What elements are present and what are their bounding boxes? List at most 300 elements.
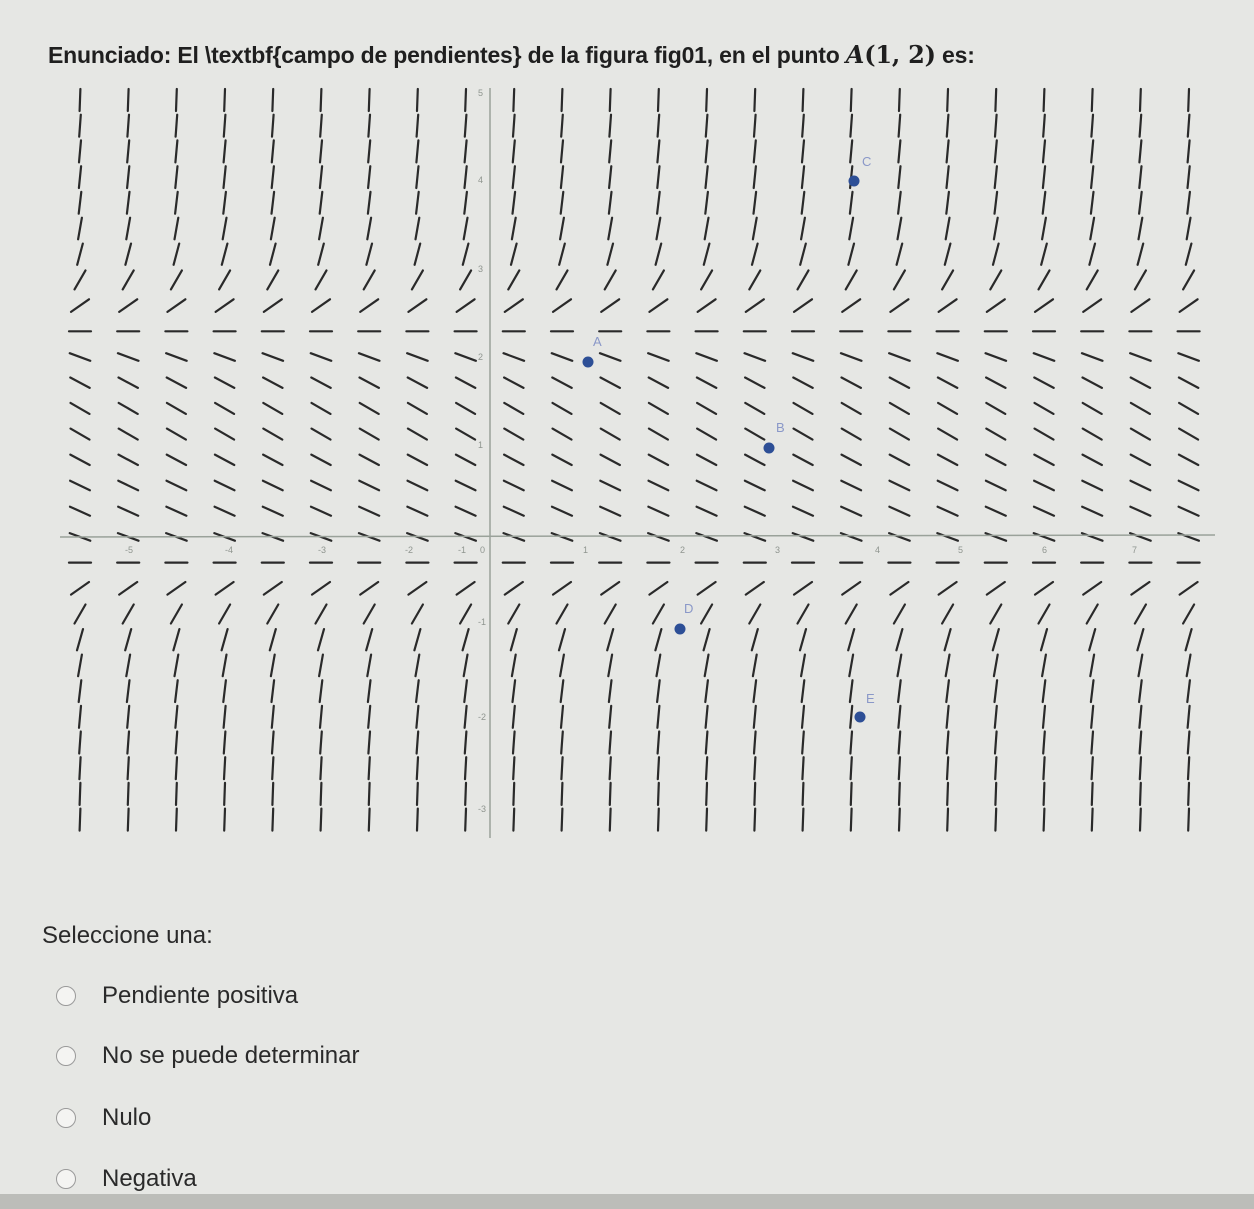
slope-segment <box>1083 299 1101 312</box>
slope-segment <box>793 507 813 516</box>
slope-segment <box>697 429 716 440</box>
slope-segment <box>1041 244 1047 265</box>
slope-segment <box>321 89 322 111</box>
x-tick-label: 3 <box>775 545 781 555</box>
slope-segment <box>802 680 805 702</box>
radio-button[interactable] <box>56 986 76 1006</box>
slope-segment <box>990 270 1001 289</box>
slope-segment <box>319 655 323 677</box>
slope-segment <box>1035 582 1053 595</box>
slope-segment <box>850 115 852 137</box>
slope-segment <box>746 299 764 312</box>
slope-segment <box>368 706 370 728</box>
slope-segment <box>648 353 669 361</box>
slope-segment <box>562 783 563 805</box>
radio-button[interactable] <box>56 1108 76 1128</box>
slope-segment <box>706 166 708 188</box>
slope-segment <box>1039 605 1050 624</box>
slope-segment <box>850 732 852 754</box>
slope-segment <box>890 582 908 595</box>
option-negativa[interactable] <box>56 1165 197 1193</box>
slope-segment <box>754 706 756 728</box>
slope-segment <box>745 481 765 491</box>
slope-segment <box>552 378 571 388</box>
slope-segment <box>1130 533 1151 541</box>
slope-segment <box>513 192 516 214</box>
slope-segment <box>271 218 275 240</box>
slope-segment <box>649 481 669 491</box>
slope-segment <box>167 429 186 440</box>
x-tick-label: 5 <box>958 545 964 555</box>
point-label-c: C <box>862 154 872 169</box>
slope-segment <box>320 732 322 754</box>
slope-segment <box>1090 218 1094 240</box>
slope-segment <box>123 605 134 624</box>
slope-segment <box>754 89 755 111</box>
slope-segment <box>513 89 514 111</box>
slope-segment <box>898 166 900 188</box>
slope-segment <box>416 192 419 214</box>
slope-segment <box>850 706 852 728</box>
slope-segment <box>848 244 854 265</box>
slope-segment <box>272 89 273 111</box>
slope-segment <box>993 629 999 650</box>
slope-segment <box>80 783 81 805</box>
slope-segment <box>1180 299 1198 312</box>
slope-segment <box>175 166 177 188</box>
slope-segment <box>77 629 83 650</box>
slope-segment <box>803 89 804 111</box>
slope-segment <box>127 706 129 728</box>
point-d <box>675 624 686 635</box>
slope-segment <box>417 732 419 754</box>
slope-segment <box>408 403 427 414</box>
slope-segment <box>802 757 803 779</box>
slope-segment <box>465 757 466 779</box>
slope-segment <box>175 655 179 677</box>
slope-segment <box>119 455 138 465</box>
slope-segment <box>119 378 138 388</box>
slope-segment <box>1188 706 1190 728</box>
point-label-a: A <box>593 334 602 349</box>
slope-segment <box>264 582 282 595</box>
slope-segment <box>79 706 81 728</box>
slope-segment <box>79 757 80 779</box>
slope-segment <box>1130 353 1151 361</box>
slope-segment <box>176 809 177 831</box>
slope-segment <box>851 809 852 831</box>
slope-segment <box>1188 757 1189 779</box>
slope-segment <box>320 140 322 162</box>
slope-segment <box>986 481 1006 491</box>
slope-segment <box>214 353 235 361</box>
slope-segment <box>656 244 662 265</box>
slope-segment <box>127 732 129 754</box>
y-tick-label: -3 <box>478 804 487 814</box>
slope-segment <box>79 115 81 137</box>
slope-segment <box>367 218 371 240</box>
slope-segment <box>947 166 949 188</box>
slope-segment <box>1138 244 1144 265</box>
point-e <box>855 712 866 723</box>
slope-segments <box>69 89 1200 831</box>
slope-segment <box>267 605 278 624</box>
slope-segment <box>697 378 716 388</box>
slope-segment <box>793 481 813 491</box>
slope-segment <box>505 299 523 312</box>
slope-segment <box>360 455 379 465</box>
slope-segment <box>368 192 371 214</box>
slope-segment <box>504 429 523 440</box>
point-label-b: B <box>776 420 785 435</box>
slope-segment <box>986 533 1007 541</box>
slope-segment <box>1035 429 1054 440</box>
slope-segment <box>894 270 905 289</box>
slope-segment <box>657 166 659 188</box>
slope-segment <box>995 732 997 754</box>
slope-segment <box>745 429 764 440</box>
y-tick-label: 4 <box>478 175 484 185</box>
slope-segment <box>842 378 861 388</box>
slope-segment <box>1140 757 1141 779</box>
slope-segment <box>649 403 668 414</box>
slope-segment <box>216 582 234 595</box>
x-tick-label: 0 <box>480 545 486 555</box>
slope-segment <box>457 582 475 595</box>
slope-segment <box>272 783 273 805</box>
slope-segment <box>80 89 81 111</box>
slope-segment <box>842 582 860 595</box>
slope-segment <box>125 629 131 650</box>
labeled-points <box>583 154 876 723</box>
slope-segment <box>939 582 957 595</box>
slope-segment <box>513 809 514 831</box>
slope-segment <box>504 481 524 491</box>
slope-segment <box>898 655 902 677</box>
slope-segment <box>364 605 375 624</box>
option-no-se-puede-determinar[interactable] <box>56 1042 359 1070</box>
slope-segment <box>366 244 372 265</box>
slope-segment <box>126 655 130 677</box>
slope-segment <box>1043 680 1046 702</box>
slope-segment <box>504 455 523 465</box>
slope-segment <box>1092 809 1093 831</box>
slope-segment <box>1130 507 1150 516</box>
slope-segment <box>1042 655 1046 677</box>
slope-segment <box>320 680 323 702</box>
slope-segment <box>78 218 82 240</box>
slope-segment <box>417 783 418 805</box>
slope-segment <box>176 732 178 754</box>
radio-button[interactable] <box>56 1046 76 1066</box>
slope-segment <box>890 481 910 491</box>
slope-segment <box>416 140 418 162</box>
slope-segment <box>263 507 283 516</box>
slope-segment <box>1180 582 1198 595</box>
y-tick-label: 2 <box>478 352 484 362</box>
slope-segment <box>938 455 957 465</box>
slope-segment <box>942 270 953 289</box>
slope-segment <box>263 429 282 440</box>
slope-segment <box>1042 218 1046 240</box>
option-pendiente-positiva[interactable] <box>56 982 298 1010</box>
slope-segment <box>848 629 854 650</box>
slope-segment <box>987 299 1005 312</box>
slope-segment <box>1131 429 1150 440</box>
slope-segment <box>842 299 860 312</box>
slope-segment <box>456 455 475 465</box>
slope-segment <box>70 481 90 491</box>
slope-segment <box>601 378 620 388</box>
slope-segment <box>465 140 467 162</box>
slope-segment <box>706 757 707 779</box>
slope-segment <box>215 455 234 465</box>
slope-segment <box>938 507 958 516</box>
slope-segment <box>1131 403 1150 414</box>
slope-segment <box>1043 115 1045 137</box>
slope-segment <box>1039 270 1050 289</box>
slope-segment <box>947 140 949 162</box>
slope-segment <box>176 115 178 137</box>
slope-segment <box>754 732 756 754</box>
slope-segment <box>607 629 613 650</box>
slope-segment <box>312 429 331 440</box>
slope-segment <box>1082 353 1103 361</box>
slope-segment <box>1083 378 1102 388</box>
slope-segment <box>752 244 758 265</box>
slope-segment <box>754 783 755 805</box>
slope-segment <box>754 192 757 214</box>
slope-segment <box>215 481 235 491</box>
slope-segment <box>658 757 659 779</box>
slope-segment <box>601 429 620 440</box>
slope-segment <box>456 403 475 414</box>
slope-segment <box>508 270 519 289</box>
slope-segment <box>223 192 226 214</box>
slope-segment <box>986 429 1005 440</box>
slope-segment <box>754 680 757 702</box>
slope-segment <box>75 270 86 289</box>
slope-segment <box>223 680 226 702</box>
slope-segment <box>119 429 138 440</box>
slope-segment <box>513 680 516 702</box>
question-suffix: es: <box>942 42 975 68</box>
slope-segment <box>701 270 712 289</box>
slope-segment <box>794 429 813 440</box>
slope-segment <box>167 299 185 312</box>
slope-segment <box>990 605 1001 624</box>
slope-segment <box>649 582 667 595</box>
slope-segment <box>175 218 179 240</box>
slope-segment <box>271 655 275 677</box>
radio-button[interactable] <box>56 1169 76 1189</box>
slope-segment <box>803 809 804 831</box>
slope-segment <box>607 244 613 265</box>
slope-segment <box>1034 353 1055 361</box>
slope-segment <box>1139 655 1143 677</box>
slope-segment <box>601 455 620 465</box>
slope-segment <box>360 582 378 595</box>
slope-segment <box>71 299 89 312</box>
slope-segment <box>320 757 321 779</box>
slope-segment <box>513 783 514 805</box>
slope-segment <box>560 655 564 677</box>
slope-segment <box>1035 299 1053 312</box>
slope-segment <box>946 218 950 240</box>
slope-segment <box>705 680 708 702</box>
slope-segment <box>553 582 571 595</box>
slope-segment <box>166 507 186 516</box>
slope-segment <box>171 270 182 289</box>
slope-segment <box>899 783 900 805</box>
slope-segment <box>899 809 900 831</box>
slope-segment <box>947 706 949 728</box>
slope-segment <box>1034 455 1053 465</box>
slope-segment <box>311 378 330 388</box>
slope-segment <box>511 244 517 265</box>
slope-segment <box>1135 270 1146 289</box>
slope-segment <box>987 582 1005 595</box>
slope-segment <box>698 582 716 595</box>
slope-segment <box>753 655 757 677</box>
slope-segment <box>846 270 857 289</box>
slope-segment <box>272 706 274 728</box>
slope-segment <box>70 455 89 465</box>
slope-segment <box>79 192 82 214</box>
slope-segment <box>600 507 620 516</box>
slope-segment <box>1187 655 1191 677</box>
slope-segment <box>986 507 1006 516</box>
slope-segment <box>653 605 664 624</box>
slope-segment <box>609 140 611 162</box>
slope-segment <box>649 299 667 312</box>
slope-segment <box>359 353 380 361</box>
slope-segment <box>1091 115 1093 137</box>
slope-segment <box>416 166 418 188</box>
slope-segment <box>753 218 757 240</box>
slope-segment <box>215 507 235 516</box>
slope-segment <box>311 353 332 361</box>
slope-segment <box>605 270 616 289</box>
slope-segment <box>464 218 468 240</box>
y-tick-label: 1 <box>478 440 484 450</box>
slope-segment <box>1179 403 1198 414</box>
slope-segment <box>368 166 370 188</box>
slope-segment <box>608 218 612 240</box>
slope-segment <box>407 507 427 516</box>
y-tick-label: -1 <box>478 617 487 627</box>
slope-segment <box>70 507 90 516</box>
slope-segment <box>706 706 708 728</box>
slope-segment <box>890 429 909 440</box>
slope-segment <box>937 353 958 361</box>
slope-segment <box>167 403 186 414</box>
slope-segment <box>745 455 764 465</box>
slope-segment <box>1091 732 1093 754</box>
x-tick-label: -1 <box>458 545 467 555</box>
slope-segment <box>1083 582 1101 595</box>
slope-segment <box>504 507 524 516</box>
slope-segment <box>1087 605 1098 624</box>
slope-segment <box>1082 481 1102 491</box>
slope-segment <box>1179 429 1198 440</box>
x-tick-label: 4 <box>875 545 881 555</box>
slope-segment <box>560 218 564 240</box>
slope-segment <box>460 605 471 624</box>
slope-segment <box>224 706 226 728</box>
slope-segment <box>321 783 322 805</box>
slope-segment <box>319 218 323 240</box>
slope-segment <box>223 655 227 677</box>
slope-segment <box>312 299 330 312</box>
slope-segment <box>749 605 760 624</box>
slope-segment <box>841 481 861 491</box>
x-tick-label: -2 <box>405 545 414 555</box>
slope-segment <box>657 655 661 677</box>
slope-segment <box>176 89 177 111</box>
slope-segment <box>1183 270 1194 289</box>
slope-segment <box>648 507 668 516</box>
slope-segment <box>552 455 571 465</box>
slope-segment <box>118 481 138 491</box>
slope-segment <box>1179 455 1198 465</box>
slope-segment <box>270 629 276 650</box>
slope-segment <box>408 481 428 491</box>
slope-segment <box>1091 680 1094 702</box>
slope-segment <box>416 680 419 702</box>
slope-segment <box>601 582 619 595</box>
slope-segment <box>851 89 852 111</box>
slope-segment <box>609 680 612 702</box>
slope-segment <box>464 655 468 677</box>
slope-segment <box>705 218 709 240</box>
option-nulo[interactable] <box>56 1104 151 1132</box>
slope-segment <box>176 757 177 779</box>
slope-segment <box>793 378 812 388</box>
slope-segment <box>224 783 225 805</box>
slope-segment <box>1131 481 1151 491</box>
slope-segment <box>263 378 282 388</box>
slope-segment <box>408 455 427 465</box>
slope-segment <box>1188 732 1190 754</box>
slope-segment <box>167 455 186 465</box>
slope-segment <box>947 783 948 805</box>
slope-segment <box>1082 533 1103 541</box>
slope-segment <box>513 732 515 754</box>
slope-segment <box>995 89 996 111</box>
slope-segment <box>649 429 668 440</box>
slope-segment <box>745 533 766 541</box>
slope-segment <box>167 582 185 595</box>
slope-segment <box>897 244 903 265</box>
slope-segment <box>850 192 853 214</box>
slope-segment <box>1034 378 1053 388</box>
slope-segment <box>369 89 370 111</box>
slope-segment <box>696 533 717 541</box>
slope-segment <box>123 270 134 289</box>
slope-segment <box>316 605 327 624</box>
slope-segment <box>311 455 330 465</box>
slope-segment <box>752 629 758 650</box>
slope-segment <box>270 244 276 265</box>
slope-segment <box>995 115 997 137</box>
slope-segment <box>1187 218 1191 240</box>
slope-segment <box>1139 166 1141 188</box>
slope-segment <box>320 706 322 728</box>
slope-segment <box>127 192 130 214</box>
slope-segment <box>465 732 467 754</box>
slope-segment <box>849 655 853 677</box>
